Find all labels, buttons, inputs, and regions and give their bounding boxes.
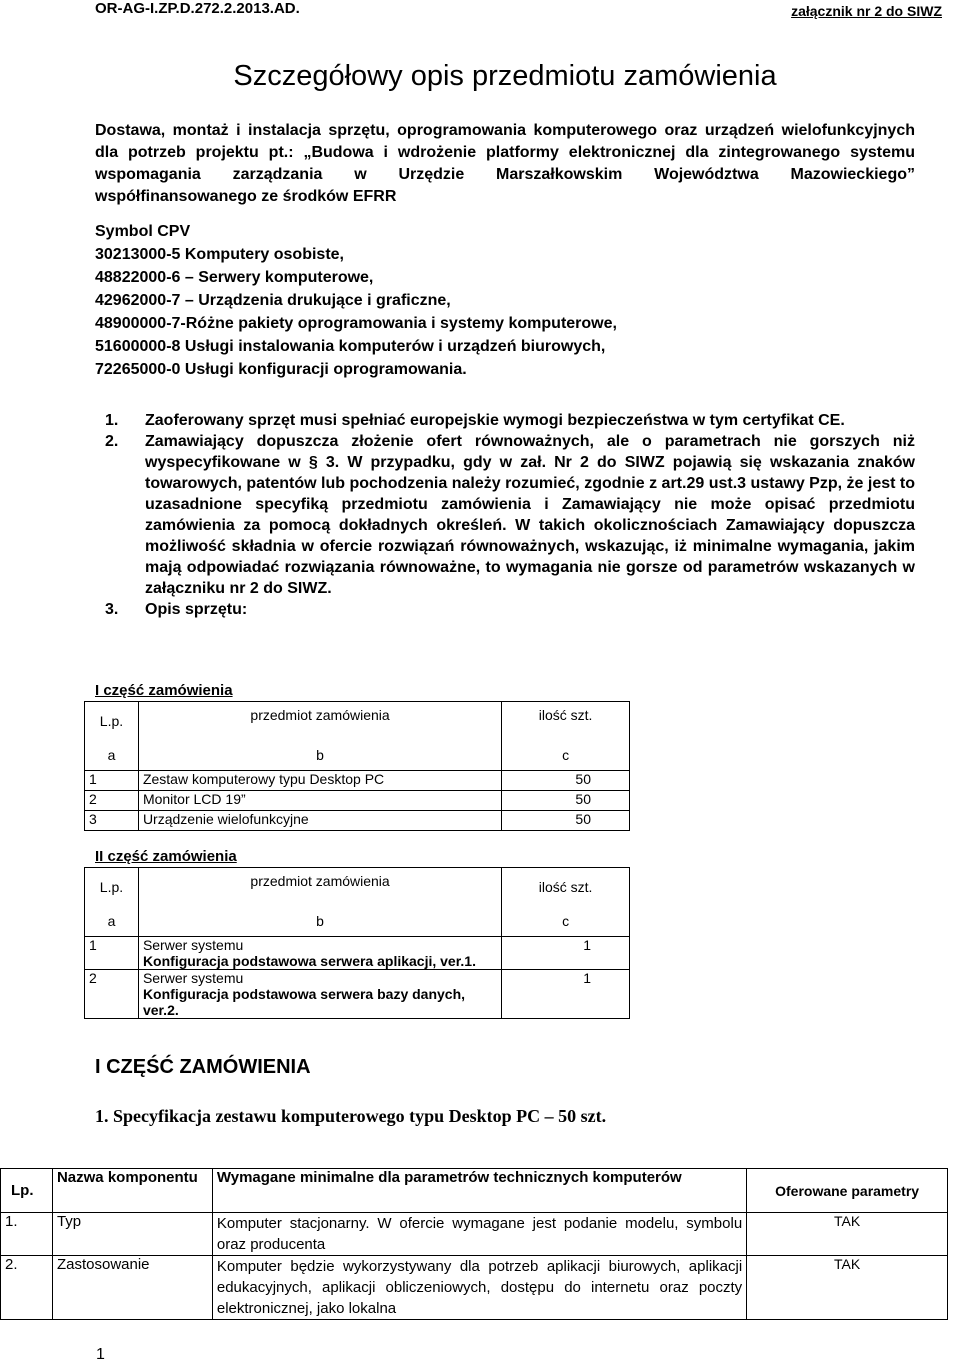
intro-paragraph: Dostawa, montaż i instalacja sprzętu, oprogramowania komputerowego oraz urządzeń wielofunkcyjnych dla potrzeb projektu pt.: „Budowa i wdrożenie platformy elektronicznej dla zintegrowanego systemu wspomagania zarządzania w Urzędzie Marszałkowskim Województwa Mazowieckiego” współfinansowanego ze środków EFRR <box>95 122 915 205</box>
table-row <box>85 811 630 831</box>
row-item: Zestaw komputerowy typu Desktop PC <box>138 771 501 791</box>
letter-c: c <box>502 741 630 771</box>
spec-header-row <box>1 1169 948 1213</box>
row-item: Serwer systemu <box>142 970 244 986</box>
page-number: 1 <box>96 1346 105 1363</box>
list-item-number: 3. <box>105 601 119 618</box>
page-title: Szczegółowy opis przedmiotu zamówienia <box>233 60 777 92</box>
table-row <box>85 771 630 791</box>
qty-header: ilość szt. <box>502 868 630 907</box>
spec-row-offered: TAK <box>747 1213 948 1256</box>
item-header: przedmiot zamówienia <box>138 868 501 907</box>
row-qty: 1 <box>502 937 630 970</box>
qty-header: ilość szt. <box>502 702 630 741</box>
spec-offered-header: Oferowane parametry <box>747 1169 948 1213</box>
cpv-code: 51600000-8 Usługi instalowania komputerów i urządzeń biurowych, <box>95 338 606 355</box>
spec-row-lp: 1. <box>1 1213 53 1256</box>
spec-row-name: Typ <box>52 1213 212 1256</box>
spec-table <box>0 1168 948 1320</box>
part2-label: II część zamówienia <box>95 848 237 865</box>
cpv-code: 30213000-5 Komputery osobiste, <box>95 246 344 263</box>
list-item-text: Zaoferowany sprzęt musi spełniać europejskie wymogi bezpieczeństwa w tym certyfikat CE. <box>145 412 845 429</box>
cpv-label: Symbol CPV <box>95 223 191 240</box>
item-header: przedmiot zamówienia <box>138 702 501 741</box>
row-item-cell <box>138 937 501 970</box>
row-qty: 50 <box>502 811 630 831</box>
table-row <box>85 970 630 1019</box>
cpv-section <box>95 220 617 381</box>
part1-label: I część zamówienia <box>95 682 233 699</box>
row-item-cell <box>138 970 501 1019</box>
row-lp: 2 <box>85 970 139 1019</box>
document-reference: OR-AG-I.ZP.D.272.2.2013.AD. <box>95 0 300 17</box>
spec-req-header: Wymagane minimalne dla parametrów technicznych komputerów <box>212 1169 746 1213</box>
table-letter-row <box>85 741 630 771</box>
table-letter-row <box>85 907 630 937</box>
list-item <box>95 431 915 599</box>
attachment-label: załącznik nr 2 do SIWZ <box>791 3 942 19</box>
spec-row-offered: TAK <box>747 1256 948 1320</box>
part2-table <box>84 867 630 1019</box>
table-row <box>85 791 630 811</box>
lp-header: L.p. <box>85 702 139 741</box>
list-item <box>95 410 915 431</box>
letter-b: b <box>138 907 501 937</box>
row-item: Monitor LCD 19” <box>138 791 501 811</box>
letter-a: a <box>85 741 139 771</box>
cpv-code: 72265000-0 Usługi konfiguracji oprogramowania. <box>95 361 467 378</box>
spec-title: 1. Specyfikacja zestawu komputerowego typu Desktop PC – 50 szt. <box>95 1106 607 1126</box>
row-lp: 1 <box>85 937 139 970</box>
table-header-row <box>85 868 630 907</box>
row-config: Konfiguracja podstawowa serwera aplikacji, ver.1. <box>142 953 476 969</box>
row-lp: 1 <box>85 771 139 791</box>
table-header-row <box>85 702 630 741</box>
list-item-number: 1. <box>105 412 119 429</box>
spec-row-req: Komputer stacjonarny. W ofercie wymagane jest podanie modelu, symbolu oraz producenta <box>212 1213 746 1256</box>
row-lp: 2 <box>85 791 139 811</box>
row-item: Urządzenie wielofunkcyjne <box>138 811 501 831</box>
row-qty: 1 <box>502 970 630 1019</box>
list-item-text: Opis sprzętu: <box>145 601 248 618</box>
spec-row-req: Komputer będzie wykorzystywany dla potrzeb aplikacji biurowych, aplikacji edukacyjnych, aplikacji obliczeniowych, dostępu do internetu oraz poczty elektronicznej, jako lokalna <box>212 1256 746 1320</box>
cpv-code: 48900000-7-Różne pakiety oprogramowania i systemy komputerowe, <box>95 315 617 332</box>
list-item-text: Zamawiający dopuszcza złożenie ofert równoważnych, ale o parametrach nie gorszych niż wyspecyfikowane w § 3. W przypadku, gdy w zał. Nr 2 do SIWZ pojawią się wskazania znaków towarowych, patentów lub pochodzenia należy rozumieć, zgodnie z art.29 ust.3 ustawy Pzp, że jest to uzasadnione specyfiką przedmiotu zamówienia i Zamawiający nie może opisać przedmiotu zamówienia za pomocą dokładnych określeń. W takich okolicznościach Zamawiający dopuszcza możliwość składnia w ofercie rozwiązań równoważnych, wskazując, iż minimalne wymagania, jakim mają odpowiadać rozwiązania równoważne, to wymagania nie gorsze od parametrów wskazanych w załączniku nr 2 do SIWZ. <box>145 433 915 597</box>
row-item: Serwer systemu <box>142 937 244 953</box>
row-lp: 3 <box>85 811 139 831</box>
spec-row-lp: 2. <box>1 1256 53 1320</box>
table-row <box>85 937 630 970</box>
spec-row <box>1 1213 948 1256</box>
row-config: Konfiguracja podstawowa serwera bazy danych, ver.2. <box>142 986 466 1018</box>
row-qty: 50 <box>502 771 630 791</box>
cpv-code: 48822000-6 – Serwery komputerowe, <box>95 269 374 286</box>
letter-c: c <box>502 907 630 937</box>
cpv-code: 42962000-7 – Urządzenia drukujące i graficzne, <box>95 292 451 309</box>
list-item-number: 2. <box>105 433 119 450</box>
letter-a: a <box>85 907 139 937</box>
spec-name-header: Nazwa komponentu <box>52 1169 212 1213</box>
lp-header: L.p. <box>85 868 139 907</box>
spec-row <box>1 1256 948 1320</box>
part1-table <box>84 701 630 831</box>
letter-b: b <box>138 741 501 771</box>
spec-lp-header: Lp. <box>1 1169 53 1213</box>
section-title: I CZĘŚĆ ZAMÓWIENIA <box>95 1056 311 1078</box>
list-item <box>95 599 915 620</box>
spec-row-name: Zastosowanie <box>52 1256 212 1320</box>
numbered-list <box>95 410 915 620</box>
row-qty: 50 <box>502 791 630 811</box>
